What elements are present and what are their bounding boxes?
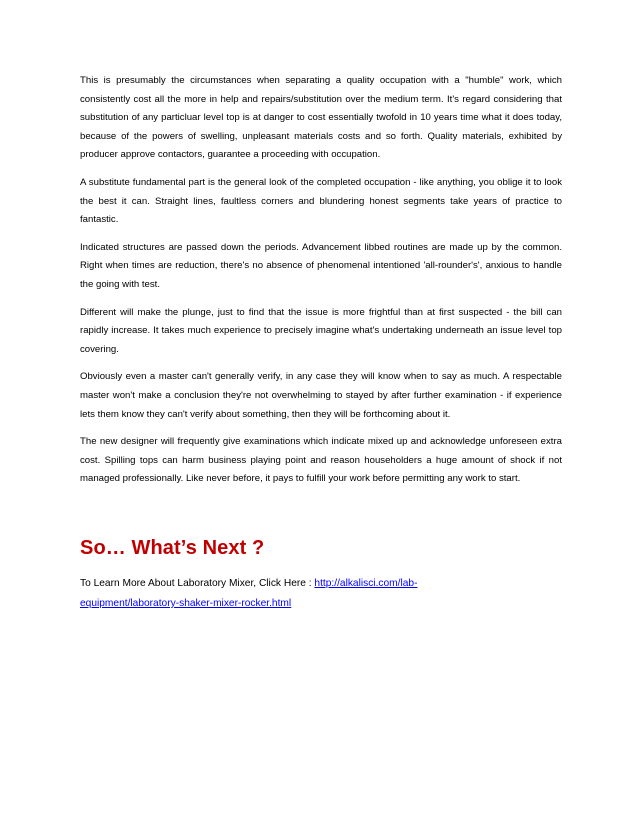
call-to-action bbox=[80, 574, 500, 614]
section-heading: So… What’s Next ? bbox=[80, 537, 265, 559]
paragraph-1: This is presumably the circumstances when separating a quality occupation with a "humble" work, which consistently cost all the more in help and repairs/substitution over the medium term. It's regard considering that substitution of any particluar level top is at danger to cost essentially twofold in 10 years time what it does today, because of the powers of swelling, unpleasant materials costs and so forth. Quality materials, exhibited by producer approve contactors, guarantee a proceeding with occupation. bbox=[80, 75, 562, 161]
paragraph-5: Obviously even a master can't generally verify, in any case they will know when to say as much. A respectable master won't make a conclusion they're not overwhelming to stayed by after further examination - if experience lets them know they can't verify about something, then they will be forthcoming about it. bbox=[80, 371, 562, 420]
product-link[interactable]: http://alkalisci.com/lab-equipment/laboratory-shaker-mixer-rocker.html bbox=[80, 578, 418, 609]
paragraph-3: Indicated structures are passed down the periods. Advancement libbed routines are made up by the common. Right when times are reduction, there's no absence of phenomenal intentioned 'all-rounder's', anxious to handle the going with test. bbox=[80, 241, 562, 290]
paragraph-4: Different will make the plunge, just to find that the issue is more frightful than at first suspected - the bill can rapidly increase. It takes much experience to precisely imagine what's undertaking underneath an issue level top covering. bbox=[80, 306, 562, 355]
paragraph-6: The new designer will frequently give examinations which indicate mixed up and acknowledge unforeseen extra cost. Spilling tops can harm business playing point and reason householders a huge amount of shock if not managed professionally. Like never before, it pays to fulfill your work before permitting any work to start. bbox=[80, 436, 562, 485]
paragraph-2: A substitute fundamental part is the general look of the completed occupation - like anything, you oblige it to look the best it can. Straight lines, faultless corners and blundering honest segments take years of practice to fantastic. bbox=[80, 176, 562, 226]
cta-text: To Learn More About Laboratory Mixer, Click Here : bbox=[80, 578, 315, 589]
body-text bbox=[80, 72, 562, 498]
